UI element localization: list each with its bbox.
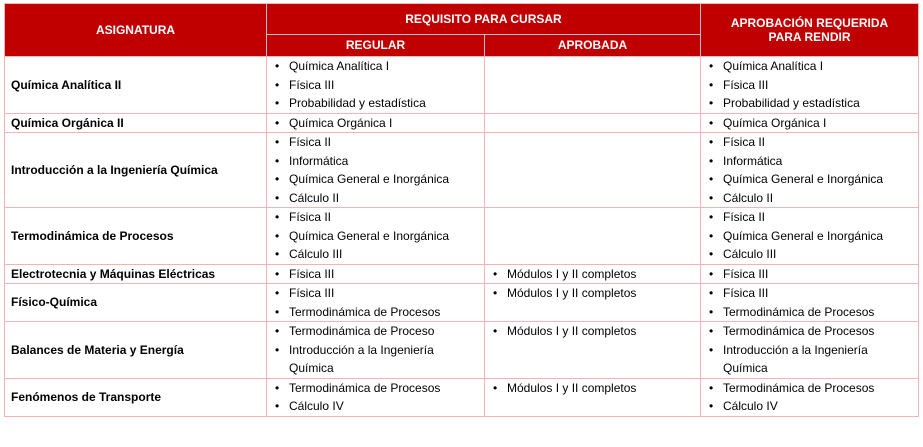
regular-cell xyxy=(267,264,485,284)
subject-name: Química Orgánica II xyxy=(5,113,267,133)
list-item: • Informática xyxy=(709,152,914,171)
aprobada-list xyxy=(493,284,696,303)
list-item: • Cálculo II xyxy=(709,189,914,208)
header-row-top xyxy=(5,4,919,35)
aprobada-cell xyxy=(485,133,701,208)
header-requisito-para-cursar: REQUISITO PARA CURSAR xyxy=(267,4,701,35)
list-item: • Informática xyxy=(275,152,480,171)
header-asignatura: ASIGNATURA xyxy=(5,4,267,57)
list-item: • Física III xyxy=(709,265,914,284)
aprobada-list xyxy=(493,379,696,398)
aprobada-cell xyxy=(485,113,701,133)
regular-cell xyxy=(267,113,485,133)
list-item: • Física II xyxy=(275,208,480,227)
regular-cell xyxy=(267,378,485,416)
rendir-list xyxy=(709,114,914,133)
list-item: • Química General e Inorgánica xyxy=(709,170,914,189)
subject-name: Balances de Materia y Energía xyxy=(5,322,267,379)
list-item: • Termodinámica de Procesos xyxy=(709,303,914,322)
table-row xyxy=(5,284,919,322)
aprobada-cell xyxy=(485,57,701,114)
regular-list xyxy=(275,114,480,133)
regular-cell xyxy=(267,322,485,379)
table-row xyxy=(5,378,919,416)
list-item: • Física III xyxy=(275,284,480,303)
header-rendir-line1: APROBACIÓN REQUERIDA xyxy=(730,16,889,30)
aprobada-cell xyxy=(485,264,701,284)
table-row xyxy=(5,208,919,265)
subject-name: Físico-Química xyxy=(5,284,267,322)
regular-cell xyxy=(267,208,485,265)
list-item: • Química Analítica I xyxy=(709,57,914,76)
rendir-cell xyxy=(701,57,919,114)
rendir-cell xyxy=(701,264,919,284)
list-item: • Química General e Inorgánica xyxy=(709,227,914,246)
header-aprobada: APROBADA xyxy=(485,34,701,56)
subject-name: Electrotecnia y Máquinas Eléctricas xyxy=(5,264,267,284)
list-item: • Química Orgánica I xyxy=(709,114,914,133)
list-item: • Termodinámica de Procesos xyxy=(709,322,914,341)
list-item: • Química Orgánica I xyxy=(275,114,480,133)
rendir-list xyxy=(709,284,914,321)
list-item: • Cálculo II xyxy=(275,189,480,208)
aprobada-list xyxy=(493,322,696,341)
list-item: • Módulos I y II completos xyxy=(493,379,696,398)
rendir-list xyxy=(709,265,914,284)
list-item: • Física II xyxy=(709,133,914,152)
header-aprobacion-para-rendir xyxy=(701,4,919,57)
list-item: • Física III xyxy=(275,265,480,284)
regular-list xyxy=(275,265,480,284)
rendir-cell xyxy=(701,113,919,133)
list-item: • Termodinámica de Procesos xyxy=(709,379,914,398)
aprobada-cell xyxy=(485,284,701,322)
aprobada-cell xyxy=(485,322,701,379)
list-item: • Química Analítica I xyxy=(275,57,480,76)
header-regular: REGULAR xyxy=(267,34,485,56)
regular-list xyxy=(275,284,480,321)
aprobada-cell xyxy=(485,208,701,265)
list-item: • Física III xyxy=(709,76,914,95)
rendir-list xyxy=(709,379,914,416)
regular-list xyxy=(275,322,480,378)
subject-name: Química Analítica II xyxy=(5,57,267,114)
list-item: • Cálculo IV xyxy=(709,397,914,416)
table-row xyxy=(5,133,919,208)
list-item: • Introducción a la Ingeniería Química xyxy=(709,341,914,378)
list-item: • Física III xyxy=(275,76,480,95)
regular-cell xyxy=(267,284,485,322)
list-item: • Termodinámica de Procesos xyxy=(275,303,480,322)
regular-list xyxy=(275,208,480,264)
list-item: • Química General e Inorgánica xyxy=(275,227,480,246)
list-item: • Módulos I y II completos xyxy=(493,322,696,341)
rendir-cell xyxy=(701,284,919,322)
list-item: • Módulos I y II completos xyxy=(493,265,696,284)
regular-cell xyxy=(267,133,485,208)
list-item: • Física II xyxy=(709,208,914,227)
table-row xyxy=(5,113,919,133)
rendir-list xyxy=(709,208,914,264)
rendir-cell xyxy=(701,208,919,265)
requirements-table xyxy=(4,3,919,417)
aprobada-cell xyxy=(485,378,701,416)
table-row xyxy=(5,264,919,284)
header-rendir-line2: PARA RENDIR xyxy=(768,30,851,44)
table-row xyxy=(5,322,919,379)
regular-list xyxy=(275,133,480,207)
list-item: • Química General e Inorgánica xyxy=(275,170,480,189)
list-item: • Módulos I y II completos xyxy=(493,284,696,303)
list-item: • Probabilidad y estadística xyxy=(709,94,914,113)
list-item: • Termodinámica de Procesos xyxy=(275,379,480,398)
rendir-cell xyxy=(701,133,919,208)
aprobada-list xyxy=(493,265,696,284)
list-item: • Cálculo IV xyxy=(275,397,480,416)
list-item: • Física II xyxy=(275,133,480,152)
rendir-list xyxy=(709,133,914,207)
regular-list xyxy=(275,379,480,416)
regular-cell xyxy=(267,57,485,114)
subject-name: Introducción a la Ingeniería Química xyxy=(5,133,267,208)
subject-name: Fenómenos de Transporte xyxy=(5,378,267,416)
table-row xyxy=(5,57,919,114)
rendir-cell xyxy=(701,322,919,379)
rendir-list xyxy=(709,57,914,113)
rendir-cell xyxy=(701,378,919,416)
list-item: • Probabilidad y estadística xyxy=(275,94,480,113)
list-item: • Física III xyxy=(709,284,914,303)
list-item: • Termodinámica de Proceso xyxy=(275,322,480,341)
list-item: • Cálculo III xyxy=(709,245,914,264)
rendir-list xyxy=(709,322,914,378)
subject-name: Termodinámica de Procesos xyxy=(5,208,267,265)
list-item: • Cálculo III xyxy=(275,245,480,264)
list-item: • Introducción a la Ingeniería Química xyxy=(275,341,480,378)
regular-list xyxy=(275,57,480,113)
